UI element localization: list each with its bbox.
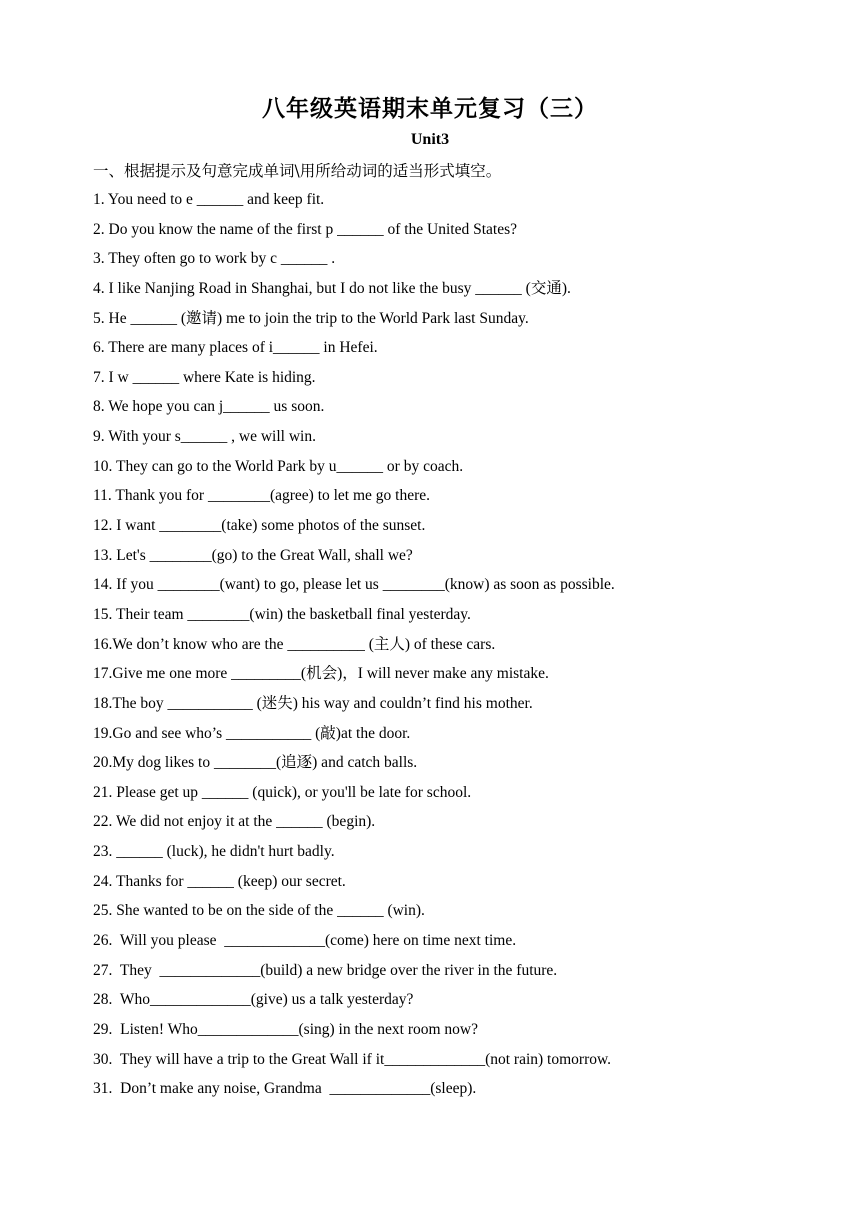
exercise-item: 19.Go and see who’s ___________ (敲)at the door. xyxy=(93,724,411,742)
exercise-item: 4. I like Nanjing Road in Shanghai, but I do not like the busy ______ (交通). xyxy=(93,279,571,297)
exercise-item: 16.We don’t know who are the __________ (主人) of these cars. xyxy=(93,635,496,653)
section-heading: 一、根据提示及句意完成单词\用所给动词的适当形式填空。 xyxy=(93,162,502,180)
exercise-item: 15. Their team ________(win) the basketball final yesterday. xyxy=(93,605,471,623)
exercise-item: 22. We did not enjoy it at the ______ (begin). xyxy=(93,813,376,831)
exercise-item: 14. If you ________(want) to go, please let us ________(know) as soon as possible. xyxy=(93,576,615,594)
exercise-item: 23. ______ (luck), he didn't hurt badly. xyxy=(93,843,335,861)
exercise-item: 5. He ______ (邀请) me to join the trip to the World Park last Sunday. xyxy=(93,309,529,327)
exercise-item: 30. They will have a trip to the Great Wall if it_____________(not rain) tomorrow. xyxy=(93,1050,612,1068)
exercise-item: 18.The boy ___________ (迷失) his way and couldn’t find his mother. xyxy=(93,694,533,712)
exercise-item: 11. Thank you for ________(agree) to let me go there. xyxy=(93,487,431,505)
exercise-list xyxy=(93,190,615,1109)
exercise-item: 26. Will you please _____________(come) here on time next time. xyxy=(93,932,517,950)
exercise-item: 21. Please get up ______ (quick), or you'll be late for school. xyxy=(93,783,472,801)
exercise-item: 8. We hope you can j______ us soon. xyxy=(93,398,325,416)
exercise-item: 10. They can go to the World Park by u______ or by coach. xyxy=(93,457,464,475)
exercise-item: 25. She wanted to be on the side of the ______ (win). xyxy=(93,902,425,920)
exercise-item: 27. They _____________(build) a new bridge over the river in the future. xyxy=(93,961,558,979)
exercise-item: 24. Thanks for ______ (keep) our secret. xyxy=(93,872,346,890)
exercise-item: 28. Who_____________(give) us a talk yesterday? xyxy=(93,991,414,1009)
exercise-item: 13. Let's ________(go) to the Great Wall, shall we? xyxy=(93,546,413,564)
exercise-item: 1. You need to e ______ and keep fit. xyxy=(93,191,325,208)
exercise-item: 12. I want ________(take) some photos of the sunset. xyxy=(93,517,426,535)
exercise-item: 6. There are many places of i______ in Hefei. xyxy=(93,339,378,357)
unit-subtitle: Unit3 xyxy=(410,131,450,148)
exercise-item: 7. I w ______ where Kate is hiding. xyxy=(93,368,316,386)
exercise-item: 2. Do you know the name of the first p ______ of the United States? xyxy=(93,220,518,238)
exercise-item: 9. With your s______ , we will win. xyxy=(93,428,316,446)
exercise-item: 17.Give me one more _________(机会)，I will never make any mistake. xyxy=(93,665,549,683)
exercise-item: 31. Don’t make any noise, Grandma _____________(sleep). xyxy=(93,1080,477,1098)
page-title: 八年级英语期末单元复习（三） xyxy=(262,96,598,122)
exercise-item: 3. They often go to work by c ______ . xyxy=(93,250,336,268)
exercise-item: 20.My dog likes to ________(追逐) and catch balls. xyxy=(93,754,418,772)
exercise-item: 29. Listen! Who_____________(sing) in the next room now? xyxy=(93,1020,479,1038)
